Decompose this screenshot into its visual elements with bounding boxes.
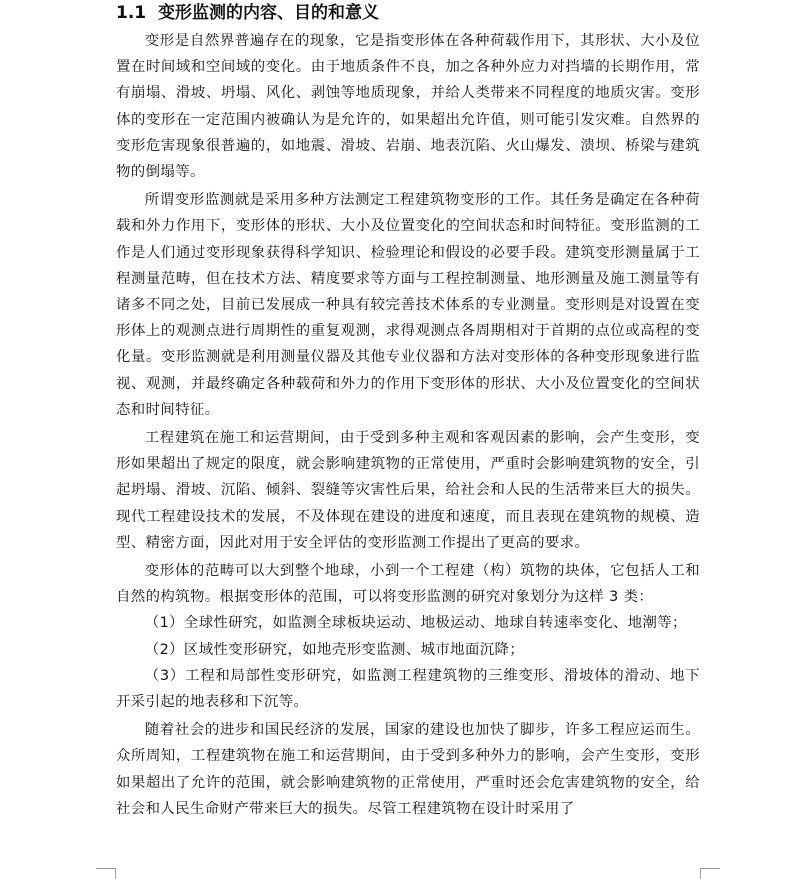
section-number: 1.1 [116, 3, 147, 23]
crop-mark-bottom-left-v [115, 868, 116, 879]
paragraph-closing: 随着社会的进步和国民经济的发展，国家的建设也加快了脚步，许多工程应运而生。众所周知，工程建筑物在施工和运营期间，由于受到多种外力的影响，会产生变形，变形如果超出了允许的范围，就会影响建筑物的正常使用，严重时还会危害建筑物的安全，给社会和人民生命财产带来巨大的损失。尽管工程建筑物在设计时采用了 [116, 722, 700, 817]
paragraph-engineering-buildings: 工程建筑在施工和运营期间，由于受到多种主观和客观因素的影响，会产生变形，变形如果超出了规定的限度，就会影响建筑物的正常使用，严重时会影响建筑物的安全，引起坍塌、滑坡、沉陷、倾斜、裂缝等灾害性后果，给社会和人民的生活带来巨大的损失。现代工程建设技术的发展，不及体现在建设的进度和速度，而且表现在建筑物的规模、造型、精密方面，因此对用于安全评估的变形监测工作提出了更高的要求。 [116, 430, 700, 551]
crop-mark-bottom-right-v [700, 868, 701, 879]
paragraph-deformation-monitoring: 所谓变形监测就是采用多种方法测定工程建筑物变形的工作。其任务是确定在各种荷载和外力作用下，变形体的形状、大小及位置变化的空间状态和时间特征。变形监测的工作是人们通过变形现象获得科学知识、检验理论和假设的必要手段。建筑变形测量属于工程测量范畴，但在技术方法、精度要求等方面与工程控制测量、地形测量及施工测量等有诸多不同之处，目前已发展成一种具有较完善技术体系的专业测量。变形则是对设置在变形体上的观测点进行周期性的重复观测，求得观测点各周期相对于首期的点位或高程的变化量。变形监测就是利用测量仪器及其他专业仪器和方法对变形体的各种变形现象进行监视、观测，并最终确定各种载荷和外力的作用下变形体的形状、大小及位置变化的空间状态和时间特征。 [116, 192, 700, 418]
body-text [116, 28, 700, 822]
list-item-global: （1）全球性研究，如监测全球板块运动、地极运动、地球自转速率变化、地潮等； [144, 615, 687, 632]
list-item-regional: （2）区域性变形研究，如地壳形变监测、城市地面沉降； [144, 641, 525, 658]
paragraph-deformation-scope: 变形体的范畴可以大到整个地球，小到一个工程建（构）筑物的块体，它包括人工和自然的构筑物。根据变形体的范围，可以将变形监测的研究对象划分为这样 3 类： [116, 563, 700, 606]
list-item-engineering: （3）工程和局部性变形研究，如监测工程建筑物的三维变形、滑坡体的滑动、地下开采引起的地表移和下沉等。 [116, 667, 700, 711]
section-title: 变形监测的内容、目的和意义 [158, 3, 379, 23]
crop-mark-bottom-left-h [96, 868, 116, 869]
crop-mark-bottom-right-h [700, 868, 720, 869]
paragraph-deformation-definition: 变形是自然界普遍存在的现象，它是指变形体在各种荷载作用下，其形状、大小及位置在时间域和空间域的变化。由于地质条件不良，加之各种外应力对挡墙的长期作用，常有崩塌、滑坡、坍塌、风化、剥蚀等地质现象，并给人类带来不同程度的地质灾害。变形体的变形在一定范围内被确认为是允许的，如果超出允许值，则可能引发灾难。自然界的变形危害现象很普遍的，如地震、滑坡、岩崩、地表沉陷、火山爆发、溃坝、桥梁与建筑物的倒塌等。 [116, 33, 700, 181]
section-heading [116, 0, 716, 26]
